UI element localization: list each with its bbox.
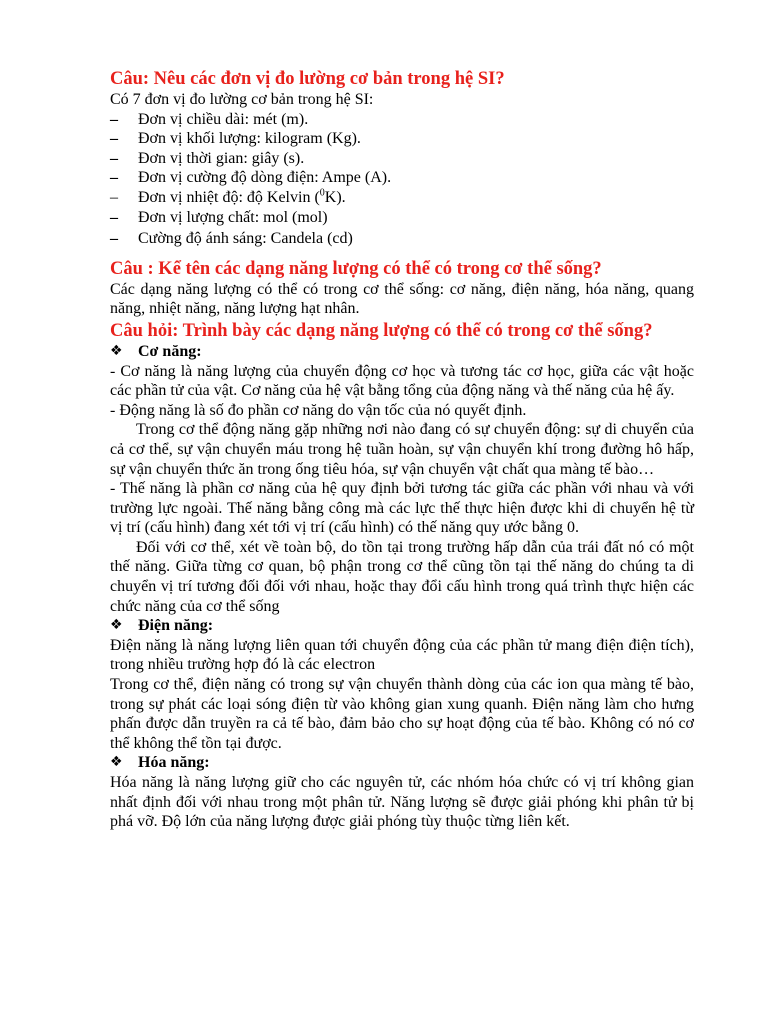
question-2-title: Câu : Kể tên các dạng năng lượng có thể có trong cơ thể sống? bbox=[110, 258, 602, 279]
paragraph: - Động năng là số đo phần cơ năng do vận tốc của nó quyết định. bbox=[110, 401, 527, 419]
question-3-title: Câu hỏi: Trình bày các dạng năng lượng có thể có trong cơ thể sống? bbox=[110, 320, 653, 341]
question-1-title: Câu: Nêu các đơn vị đo lường cơ bản trong hệ SI? bbox=[110, 69, 505, 89]
list-item: – Đơn vị thời gian: giây (s). bbox=[110, 149, 305, 167]
list-item: – Đơn vị lượng chất: mol (mol) bbox=[110, 208, 328, 226]
section-hoa-nang-heading: ❖ Hóa năng: bbox=[110, 754, 210, 772]
dash-bullet: – bbox=[110, 110, 118, 128]
question-1-intro: Có 7 đơn vị đo lường cơ bản trong hệ SI: bbox=[110, 91, 374, 108]
dash-bullet: – bbox=[110, 188, 118, 206]
paragraph: Hóa năng là năng lượng giữ cho các nguyên tử, các nhóm hóa chức có vị trí không gian nhất định đối với nhau trong một phân tử. Năng lượng sẽ được giải phóng khi phân tử bị phá vỡ. Độ lớn của năng lượng được giải phóng tùy thuộc từng liên kết. bbox=[110, 774, 694, 831]
paragraph: Điện năng là năng lượng liên quan tới chuyển động của các phần tử mang điện điện tích), trong nhiều trường hợp đó là các electron bbox=[110, 636, 694, 674]
question-2-answer: Các dạng năng lượng có thể có trong cơ thể sống: cơ năng, điện năng, hóa năng, quang năng, nhiệt năng, năng lượng hạt nhân. bbox=[110, 280, 694, 318]
list-item: – Cường độ ánh sáng: Candela (cd) bbox=[110, 230, 353, 248]
diamond-bullet-icon: ❖ bbox=[110, 754, 123, 771]
paragraph: - Cơ năng là năng lượng của chuyển động cơ học và tương tác cơ học, giữa các vật hoặc các phần tử của vật. Cơ năng của hệ vật bằng tổng của động năng và thế năng của hệ ấy. bbox=[110, 362, 694, 400]
document-content bbox=[110, 69, 694, 832]
dash-bullet: – bbox=[110, 230, 118, 248]
diamond-bullet-icon: ❖ bbox=[110, 342, 123, 359]
section-dien-nang-heading: ❖ Điện năng: bbox=[110, 617, 214, 635]
superscript: 0 bbox=[319, 187, 325, 199]
dash-bullet: – bbox=[110, 208, 118, 226]
si-units-list bbox=[110, 110, 694, 249]
list-item: – Đơn vị khối lượng: kilogram (Kg). bbox=[110, 130, 361, 148]
section-co-nang-heading: ❖ Cơ năng: bbox=[110, 342, 202, 360]
list-item: – Đơn vị chiều dài: mét (m). bbox=[110, 110, 309, 128]
diamond-bullet-icon: ❖ bbox=[110, 617, 123, 634]
paragraph: Trong cơ thể, điện năng có trong sự vận chuyển thành dòng của các ion qua màng tế bào, trong sự phát các loại sóng điện từ vào không gian xung quanh. Điện năng làm cho hưng phấn được dẫn truyền ra cả tế bào, đảm bảo cho sự hoạt động của tế bào. Không có nó cơ thể không thể tồn tại được. bbox=[110, 676, 694, 752]
paragraph: Trong cơ thể động năng gặp những nơi nào đang có sự chuyển động: sự di chuyển của cả cơ thể, sự vận chuyển máu trong hệ tuần hoàn, sự vận chuyển khí trong đường hô hấp, sự vận chuyển thức ăn trong ống tiêu hóa, sự vận chuyển vật chất qua màng tế bào… bbox=[110, 421, 694, 478]
dash-bullet: – bbox=[110, 130, 118, 148]
paragraph: - Thế năng là phần cơ năng của hệ quy định bởi tương tác giữa các phần với nhau và với trường lực ngoài. Thế năng bằng công mà các lực thế thực hiện được khi di chuyển hệ từ vị trí (cấu hình) đang xét tới vị trí (cấu hình) có thế năng quy ước bằng 0. bbox=[110, 480, 694, 537]
paragraph: Đối với cơ thể, xét về toàn bộ, do tồn tại trong trường hấp dẫn của trái đất nó có một thế năng. Giữa từng cơ quan, bộ phận trong cơ thể cũng tồn tại thế năng do chúng ta di chuyển vị trí tương đối đối với nhau, hoặc thay đổi cấu hình trong quá trình thực hiện các chức năng của cơ thể sống bbox=[110, 538, 694, 615]
dash-bullet: – bbox=[110, 169, 118, 187]
dash-bullet: – bbox=[110, 149, 118, 167]
list-item: – Đơn vị nhiệt độ: độ Kelvin ($^0$K). bbox=[110, 187, 346, 206]
list-item: – Đơn vị cường độ dòng điện: Ampe (A). bbox=[110, 169, 392, 187]
